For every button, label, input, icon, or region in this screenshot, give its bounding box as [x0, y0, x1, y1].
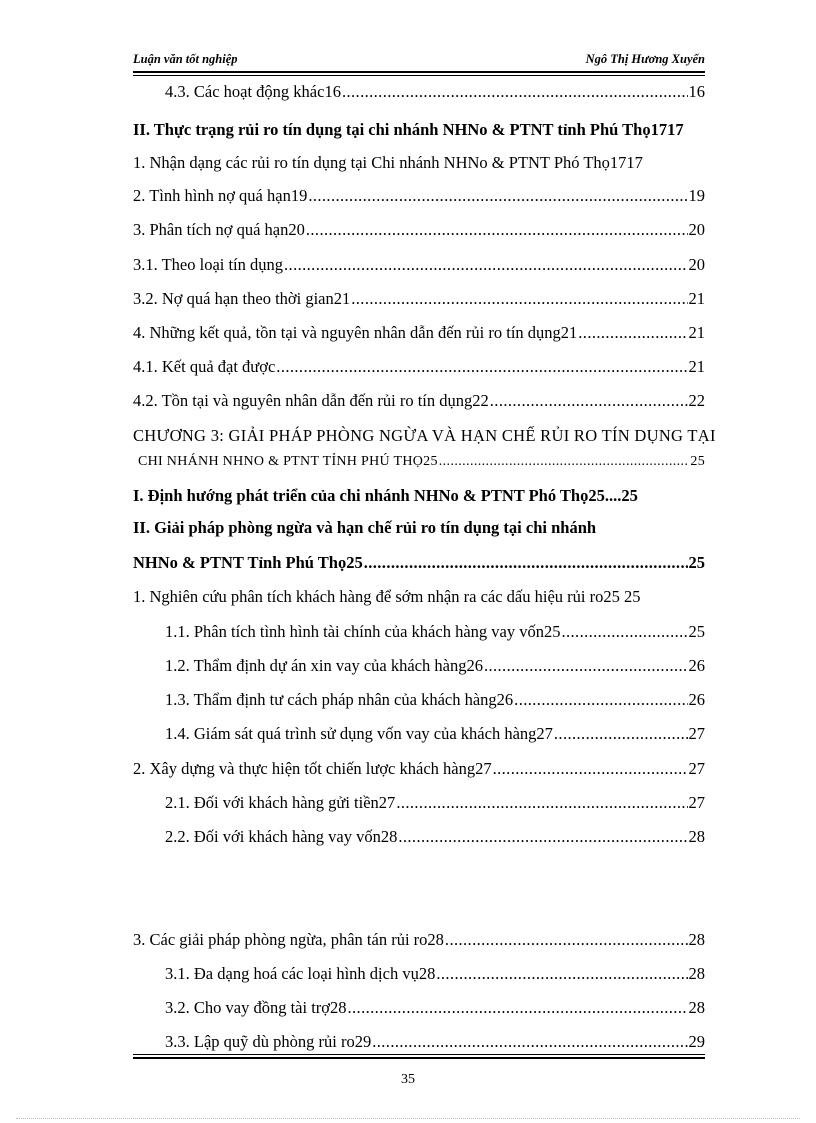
toc-entry-title: 1.4. Giám sát quá trình sử dụng vốn vay của khách hàng27	[165, 724, 553, 743]
toc-entry-title: 4.1. Kết quả đạt được	[133, 357, 276, 376]
toc-entry-page: 28	[688, 930, 705, 949]
toc-leader	[306, 220, 688, 240]
toc-entry-title: NHNo & PTNT Tỉnh Phú Thọ25	[133, 553, 363, 572]
toc-entry	[138, 454, 705, 470]
toc-entry-page: 25	[688, 622, 705, 641]
toc-entry	[165, 998, 705, 1018]
toc-entry-title: 1.2. Thẩm định dự án xin vay của khách hàng26	[165, 656, 483, 675]
toc-entry-title: 3.2. Nợ quá hạn theo thời gian21	[133, 289, 351, 308]
toc-entry-title: 4. Những kết quả, tồn tại và nguyên nhân dẫn đến rủi ro tín dụng21	[133, 323, 578, 342]
toc-leader	[364, 553, 688, 573]
toc-leader	[439, 454, 690, 470]
toc-entry	[133, 255, 705, 275]
toc-leader	[561, 622, 687, 642]
toc-entry-page: 26	[688, 656, 705, 675]
toc-entry-page: 16	[688, 82, 705, 101]
toc-entry-page: 22	[688, 391, 705, 410]
toc-leader	[554, 724, 688, 744]
toc-leader	[493, 759, 688, 779]
toc-leader	[514, 690, 687, 710]
toc-entry: 1. Nghiên cứu phân tích khách hàng để sớm nhận ra các dấu hiệu rủi ro25 25	[133, 587, 641, 606]
toc-entry	[133, 289, 705, 309]
chapter-heading: CHƯƠNG 3: GIẢI PHÁP PHÒNG NGỪA VÀ HẠN CHẾ RỦI RO TÍN DỤNG TẠI	[133, 426, 716, 445]
toc-entry	[165, 1032, 705, 1052]
toc-leader	[484, 656, 688, 676]
toc-entry	[165, 724, 705, 744]
toc-entry-page: 26	[688, 690, 705, 709]
toc-entry	[133, 553, 705, 573]
page-number: 35	[401, 1072, 415, 1087]
toc-entry-title: 4.2. Tồn tại và nguyên nhân dẫn đến rủi ro tín dụng22	[133, 391, 489, 410]
toc-entry-page: 25	[688, 553, 705, 572]
toc-entry	[165, 964, 705, 984]
toc-entry-title: CHI NHÁNH NHNO & PTNT TỈNH PHÚ THỌ25	[138, 454, 438, 469]
toc-entry: II. Thực trạng rủi ro tín dụng tại chi nhánh NHNo & PTNT tỉnh Phú Thọ1717	[133, 120, 684, 139]
toc-entry	[165, 622, 705, 642]
toc-leader	[276, 357, 687, 377]
toc-entry-page: 20	[688, 255, 705, 274]
toc-entry-page: 28	[688, 827, 705, 846]
toc-leader	[490, 391, 688, 411]
header-author-name: Ngô Thị Hương Xuyến	[585, 52, 705, 66]
toc-leader	[284, 255, 687, 275]
toc-entry-page: 21	[688, 323, 705, 342]
toc-entry-title: 2. Xây dựng và thực hiện tốt chiến lược khách hàng27	[133, 759, 492, 778]
toc-entry-title: 3.1. Theo loại tín dụng	[133, 255, 284, 274]
toc-entry-page: 19	[688, 186, 705, 205]
toc-entry	[165, 690, 705, 710]
header-thesis-label: Luận văn tốt nghiệp	[133, 52, 238, 66]
toc-entry	[133, 391, 705, 411]
toc-entry-title: 4.3. Các hoạt động khác16	[165, 82, 341, 101]
toc-leader	[578, 323, 687, 343]
toc-leader	[396, 793, 687, 813]
toc-entry-title: 3.1. Đa dạng hoá các loại hình dịch vụ28	[165, 964, 436, 983]
toc-entry-page: 28	[688, 998, 705, 1017]
toc-entry	[133, 930, 705, 950]
toc-entry-page: 28	[688, 964, 705, 983]
toc-entry: 1. Nhận dạng các rủi ro tín dụng tại Chi nhánh NHNo & PTNT Phó Thọ1717	[133, 153, 643, 172]
toc-entry-page: 25	[690, 454, 705, 469]
toc-entry: I. Định hướng phát triển của chi nhánh NHNo & PTNT Phó Thọ25....25	[133, 486, 638, 505]
toc-entry	[133, 186, 705, 206]
toc-leader	[445, 930, 688, 950]
toc-entry	[133, 323, 705, 343]
toc-entry	[133, 357, 705, 377]
toc-entry	[165, 827, 705, 847]
toc-entry-title: 2. Tình hình nợ quá hạn19	[133, 186, 308, 205]
toc-entry	[133, 759, 705, 779]
toc-leader	[372, 1032, 687, 1052]
toc-entry-title: 3. Các giải pháp phòng ngừa, phân tán rủi ro28	[133, 930, 444, 949]
toc-entry-page: 27	[688, 793, 705, 812]
toc-leader	[308, 186, 687, 206]
toc-entry-title: 3. Phân tích nợ quá hạn20	[133, 220, 305, 239]
header-rule-thin	[133, 75, 705, 76]
toc-entry-title: 3.2. Cho vay đồng tài trợ28	[165, 998, 347, 1017]
toc-leader	[436, 964, 687, 984]
toc-entry-page: 20	[688, 220, 705, 239]
toc-entry-title: 2.2. Đối với khách hàng vay vốn28	[165, 827, 398, 846]
header-rule-thick	[133, 71, 705, 73]
toc-entry-page: 21	[688, 289, 705, 308]
toc-entry	[165, 82, 705, 102]
toc-entry-page: 27	[688, 759, 705, 778]
page-edge-dotted-line	[16, 1118, 800, 1119]
footer-rule-thin	[133, 1054, 705, 1055]
toc-entry-title: 2.1. Đối với khách hàng gửi tiền27	[165, 793, 396, 812]
toc-entry	[165, 656, 705, 676]
toc-leader	[351, 289, 687, 309]
toc-entry	[133, 220, 705, 240]
toc-entry-title: 1.1. Phân tích tình hình tài chính của khách hàng vay vốn25	[165, 622, 561, 641]
toc-entry-page: 21	[688, 357, 705, 376]
running-header	[133, 52, 705, 70]
toc-entry-title: 3.3. Lập quỹ dù phòng rủi ro29	[165, 1032, 372, 1051]
toc-leader	[342, 82, 688, 102]
toc-entry-page: 29	[688, 1032, 705, 1051]
toc-leader	[348, 998, 688, 1018]
toc-leader	[398, 827, 687, 847]
toc-entry-page: 27	[688, 724, 705, 743]
toc-entry-title: 1.3. Thẩm định tư cách pháp nhân của khách hàng26	[165, 690, 514, 709]
toc-entry	[165, 793, 705, 813]
toc-entry: II. Giải pháp phòng ngừa và hạn chế rủi ro tín dụng tại chi nhánh	[133, 518, 597, 537]
footer-rule-thick	[133, 1057, 705, 1059]
